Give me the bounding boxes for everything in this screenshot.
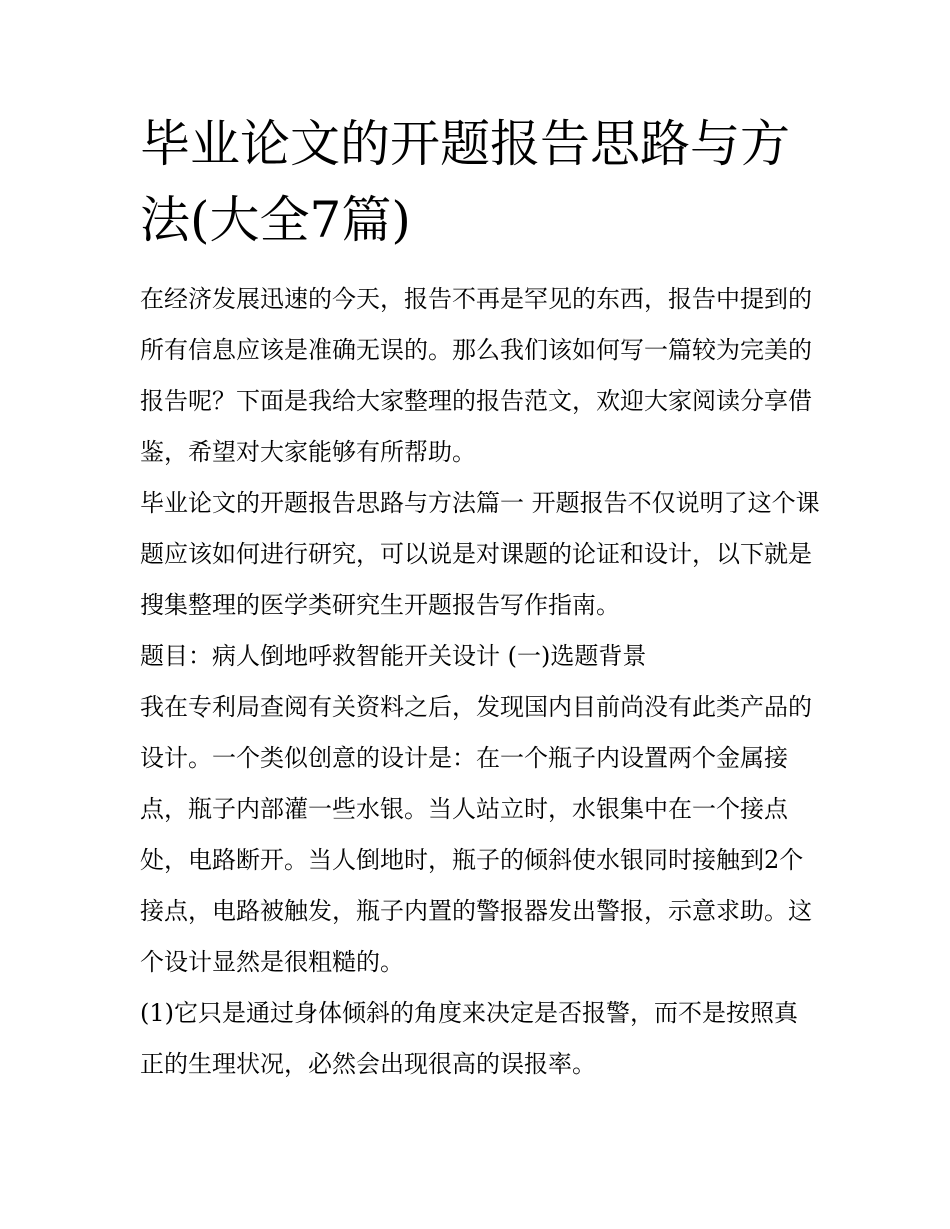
paragraph-intro: 在经济发展迅速的今天，报告不再是罕见的东西，报告中提到的所有信息应该是准确无误的。那么我们该如何写一篇较为完美的报告呢？下面是我给大家整理的报告范文，欢迎大家阅读分享借鉴，希望对大家能够有所帮助。 <box>140 285 812 466</box>
paragraph-section-one: 毕业论文的开题报告思路与方法篇一 开题报告不仅说明了这个课题应该如何进行研究，可以说是对课题的论证和设计，以下就是搜集整理的医学类研究生开题报告写作指南。 <box>140 489 820 619</box>
paragraph-point-one: (1)它只是通过身体倾斜的角度来决定是否报警，而不是按照真正的生理状况，必然会出现很高的误报率。 <box>140 999 798 1078</box>
document-body <box>140 274 820 1090</box>
document-title: 毕业论文的开题报告思路与方法(大全7篇) <box>140 115 790 249</box>
paragraph-topic: 题目：病人倒地呼救智能开关设计 (一)选题背景 <box>140 642 647 670</box>
paragraph-background: 我在专利局查阅有关资料之后，发现国内目前尚没有此类产品的设计。一个类似创意的设计是：在一个瓶子内设置两个金属接点，瓶子内部灌一些水银。当人站立时，水银集中在一个接点处，电路断开。当人倒地时，瓶子的倾斜使水银同时接触到2个接点，电路被触发，瓶子内置的警报器发出警报，示意求助。这个设计显然是很粗糙的。 <box>140 693 812 976</box>
